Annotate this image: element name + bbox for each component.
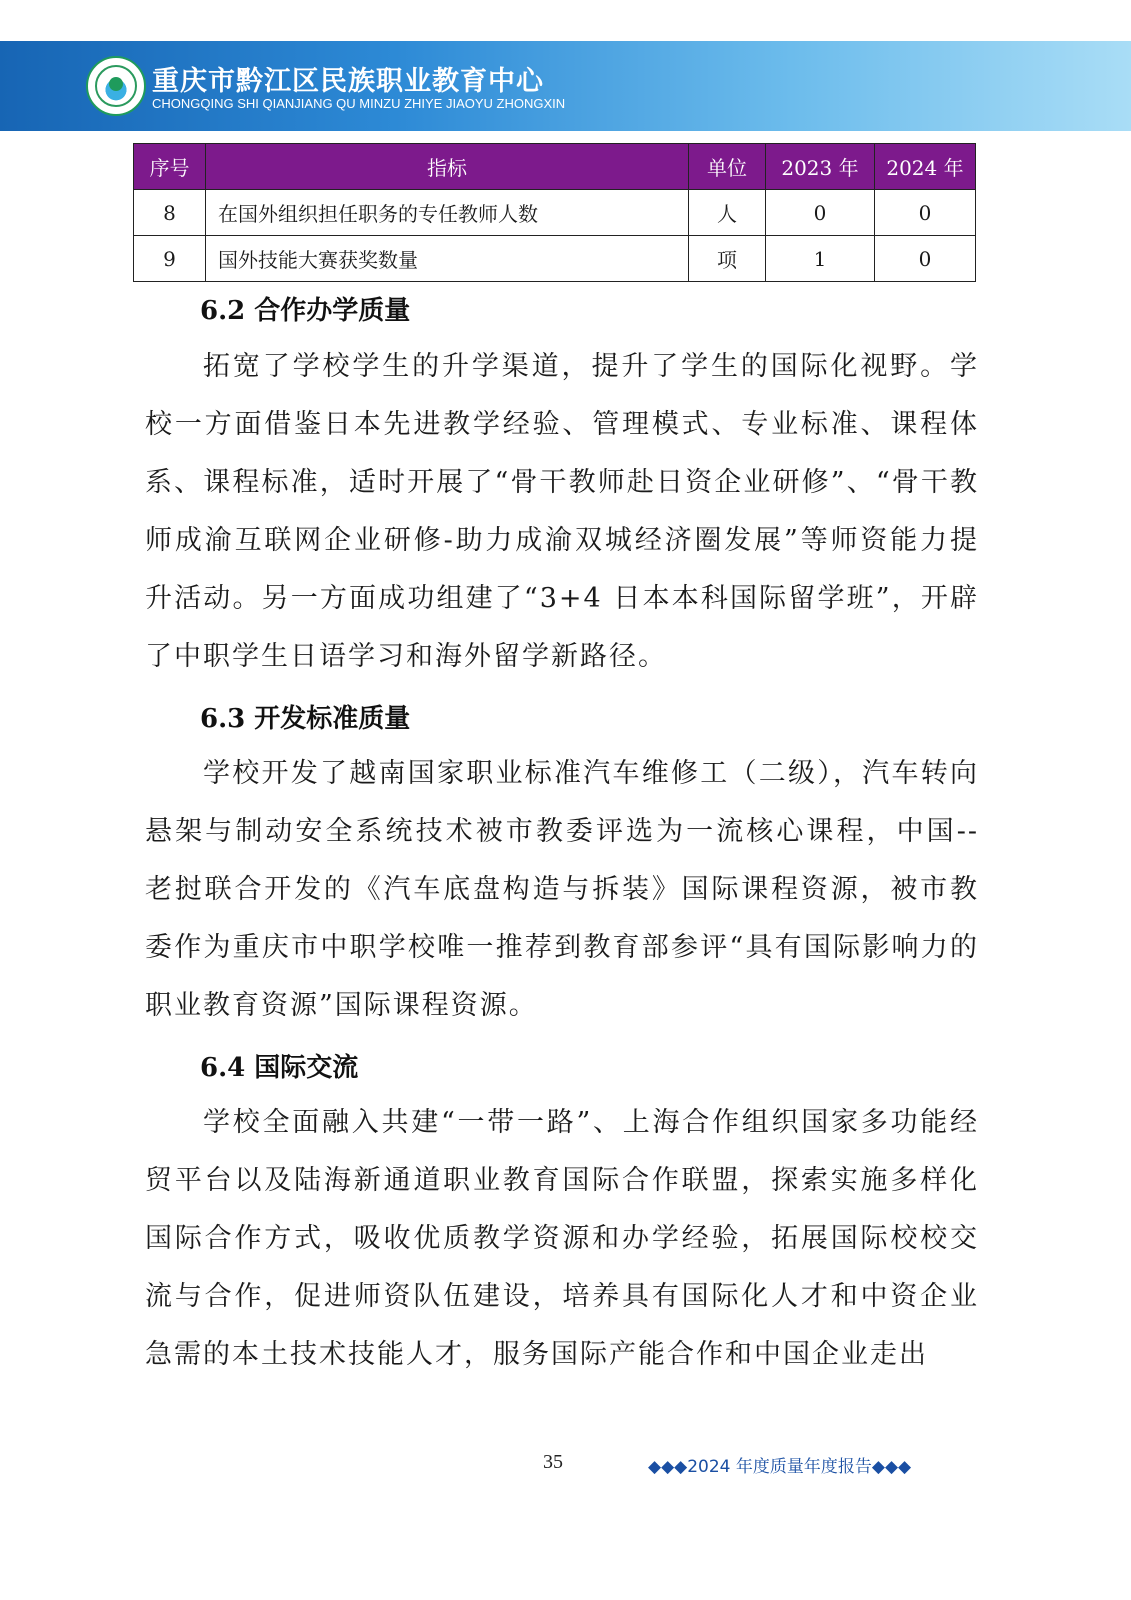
- cell-unit: 人: [689, 190, 766, 236]
- col-header-index: 序号: [134, 144, 206, 190]
- metrics-table: [133, 143, 976, 282]
- col-header-2023: 2023 年: [766, 144, 875, 190]
- cell-indicator: 在国外组织担任职务的专任教师人数: [206, 190, 689, 236]
- org-name-cn: 重庆市黔江区民族职业教育中心: [152, 66, 544, 97]
- section-heading-6-3: 6.3 开发标准质量: [200, 704, 411, 734]
- page-number: 35: [543, 1451, 563, 1473]
- cell-index: 9: [134, 236, 206, 282]
- section-heading-6-2: 6.2 合作办学质量: [200, 296, 411, 326]
- section-body-6-2: 拓宽了学校学生的升学渠道，提升了学生的国际化视野。学校一方面借鉴日本先进教学经验、管理模式、专业标准、课程体系、课程标准，适时开展了“骨干教师赴日资企业研修”、“骨干教师成渝互联网企业研修-助力成渝双城经济圈发展”等师资能力提升活动。另一方面成功组建了“3+4 日本本科国际留学班”，开辟了中职学生日语学习和海外留学新路径。: [145, 351, 979, 672]
- col-header-2024: 2024 年: [875, 144, 976, 190]
- cell-2023: 0: [766, 190, 875, 236]
- col-header-unit: 单位: [689, 144, 766, 190]
- col-header-indicator: 指标: [206, 144, 689, 190]
- report-title: ◆◆◆2024 年度质量年度报告◆◆◆: [648, 1457, 912, 1477]
- table-header-row: [134, 144, 976, 190]
- cell-index: 8: [134, 190, 206, 236]
- cell-unit: 项: [689, 236, 766, 282]
- section-body-6-4: 学校全面融入共建“一带一路”、上海合作组织国家多功能经贸平台以及陆海新通道职业教育国际合作联盟，探索实施多样化国际合作方式，吸收优质教学资源和办学经验，拓展国际校校交流与合作，促进师资队伍建设，培养具有国际化人才和中资企业急需的本土技术技能人才，服务国际产能合作和中国企业走出: [145, 1107, 979, 1370]
- cell-indicator: 国外技能大赛获奖数量: [206, 236, 689, 282]
- cell-2024: 0: [875, 236, 976, 282]
- cell-2023: 1: [766, 236, 875, 282]
- section-heading-6-4: 6.4 国际交流: [200, 1053, 359, 1083]
- section-body-6-3: 学校开发了越南国家职业标准汽车维修工（二级），汽车转向悬架与制动安全系统技术被市教委评选为一流核心课程，中国--老挝联合开发的《汽车底盘构造与拆装》国际课程资源，被市教委作为重庆市中职学校唯一推荐到教育部参评“具有国际影响力的职业教育资源”国际课程资源。: [145, 758, 979, 1021]
- school-logo-icon: [86, 56, 146, 116]
- org-name-en: CHONGQING SHI QIANJIANG QU MINZU ZHIYE JIAOYU ZHONGXIN: [152, 96, 566, 111]
- cell-2024: 0: [875, 190, 976, 236]
- table-row: [134, 236, 976, 282]
- table-row: [134, 190, 976, 236]
- page-header: [0, 41, 1131, 131]
